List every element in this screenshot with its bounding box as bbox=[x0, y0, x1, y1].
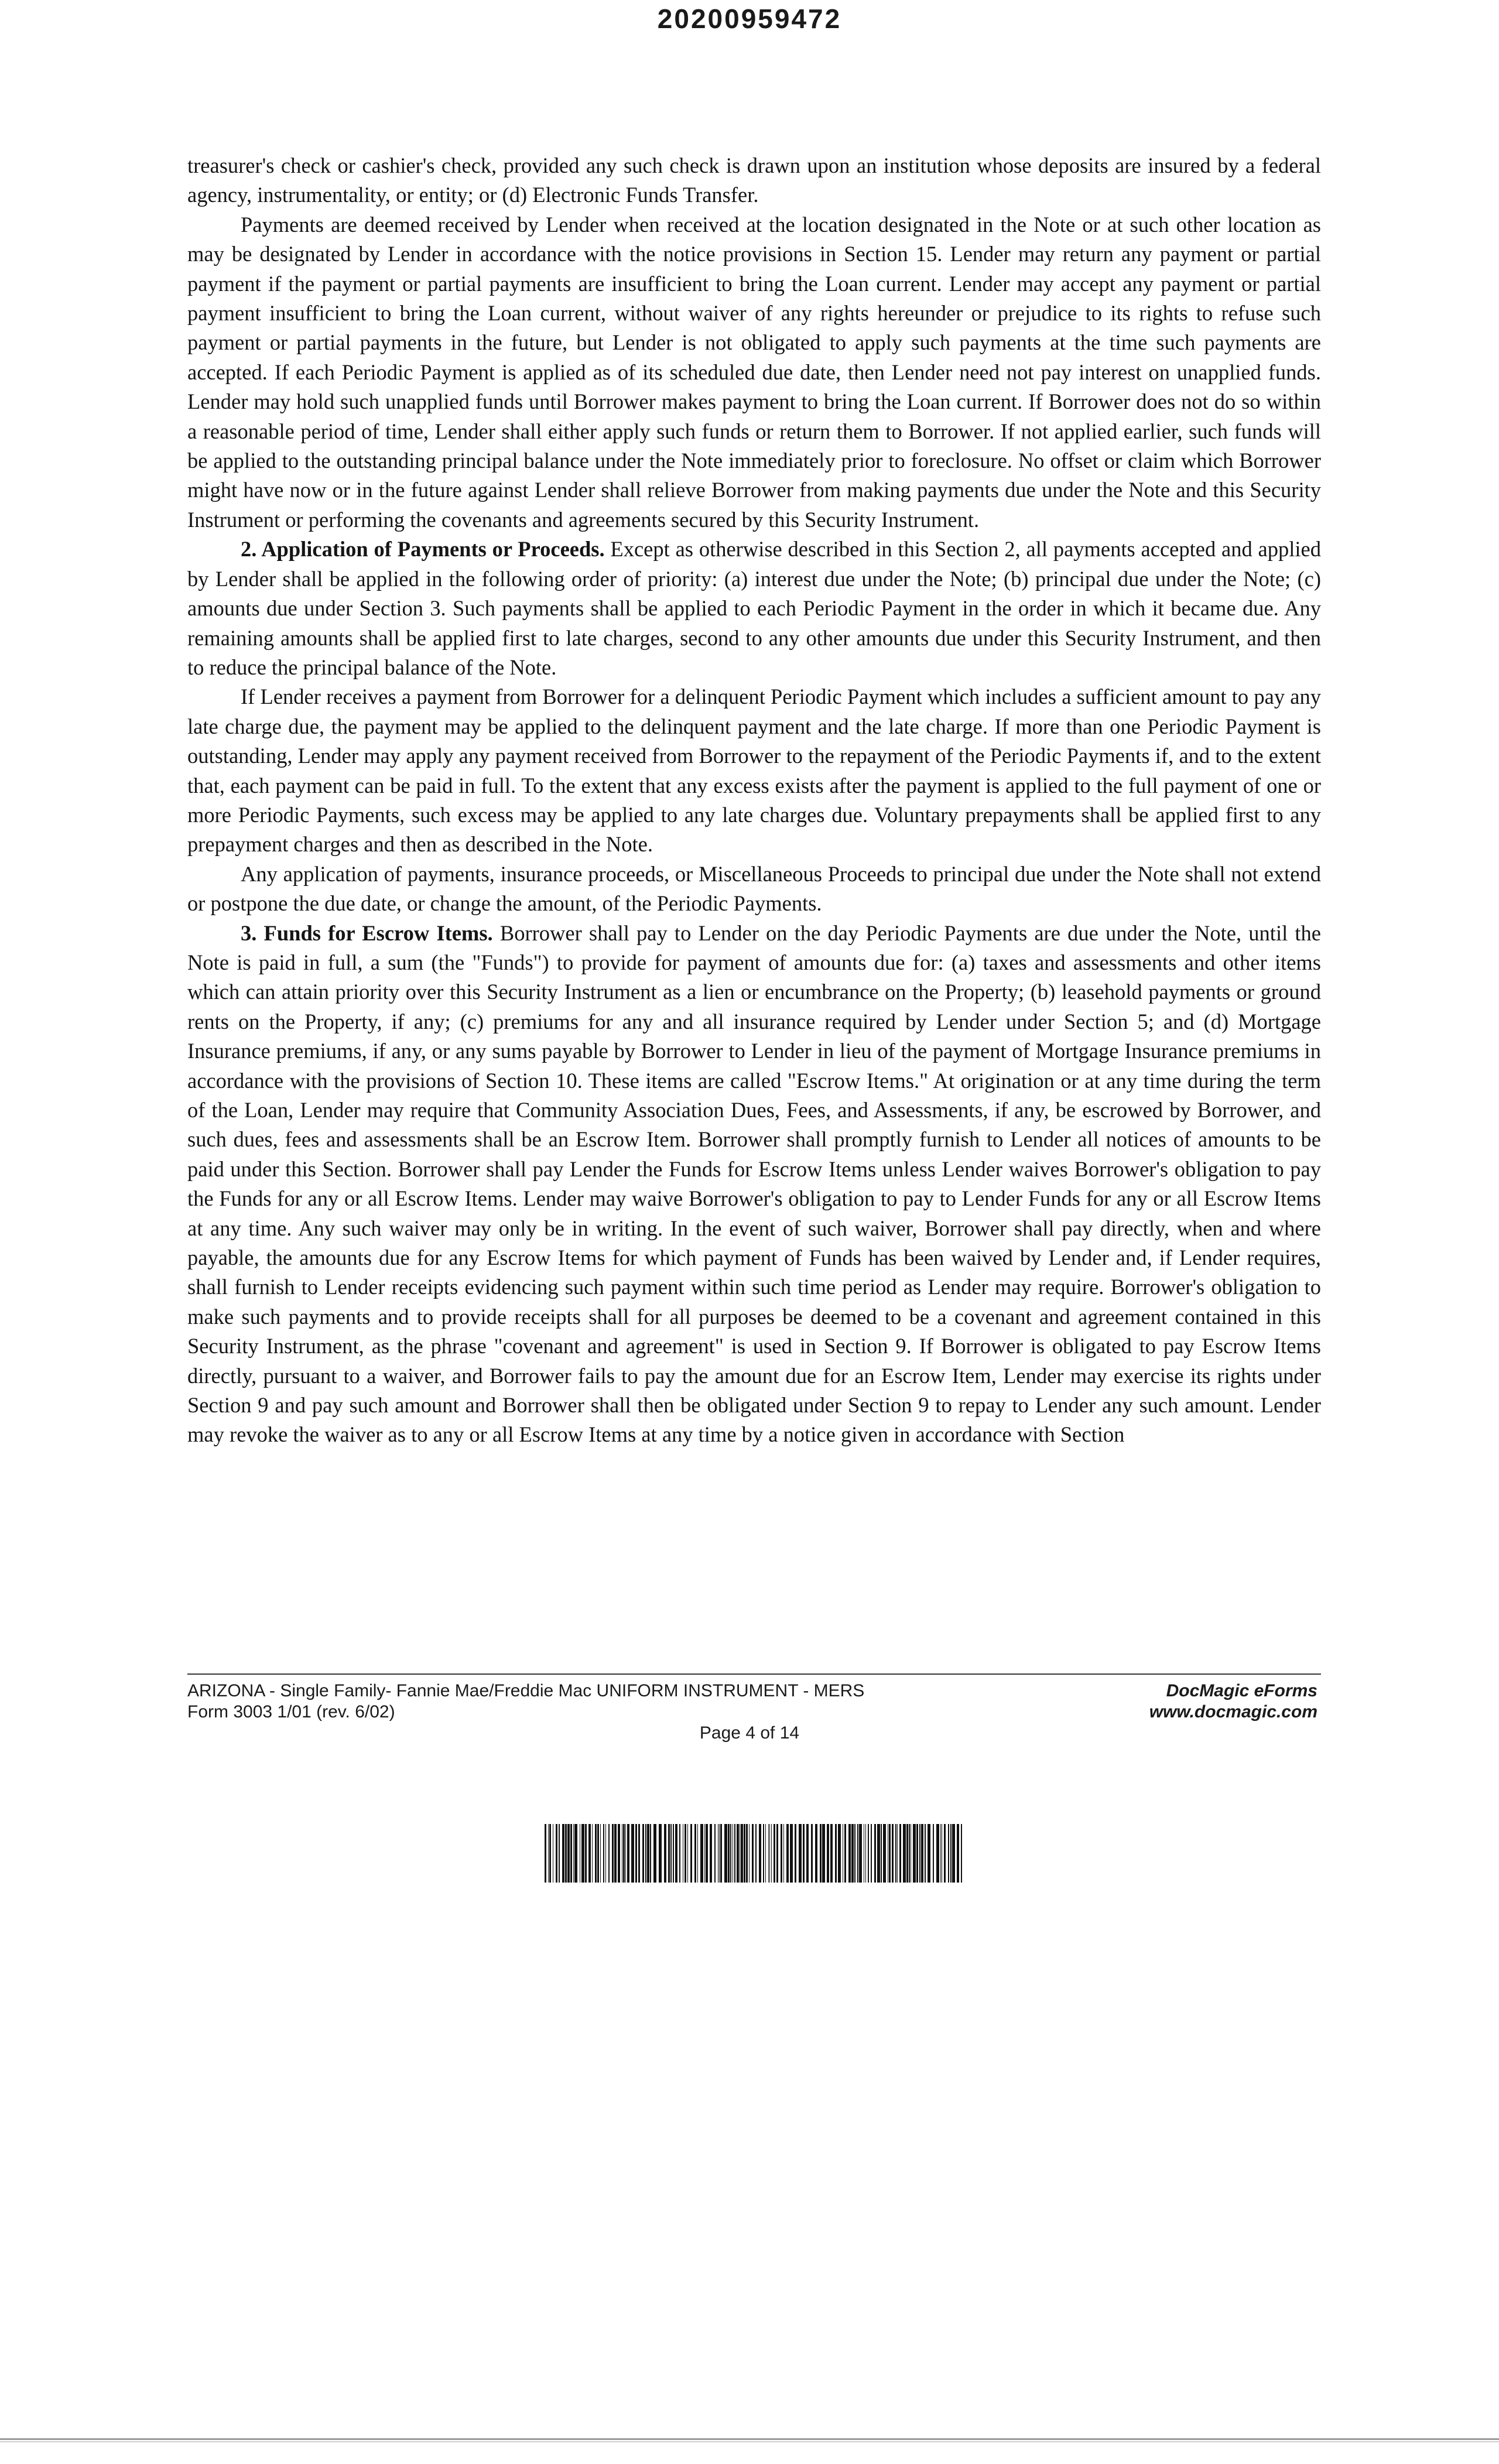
form-identifier bbox=[187, 1681, 1007, 1723]
barcode-icon bbox=[545, 1824, 966, 1883]
paragraph: treasurer's check or cashier's check, provided any such check is drawn upon an institution whose deposits are insured by a federal agency, instrumentality, or entity; or (d) Electronic Funds Transfer. bbox=[187, 153, 1321, 207]
section-2 bbox=[187, 535, 1321, 682]
brand-name: DocMagic eForms bbox=[1166, 1681, 1317, 1700]
section-text: Borrower shall pay to Lender on the day Periodic Payments are due under the Note, until the Note is paid in full, a sum (the "Funds") to provide for payment of amounts due for: (a) taxes and assessments and other items which can attain priority over this Security Instrument as a lien or encumbrance on the Property; (b) leasehold payments or ground rents on the Property, if any; (c) premiums for any and all insurance required by Lender under Section 5; and (d) Mortgage Insurance premiums, if any, or any sums payable by Borrower to Lender in lieu of the payment of Mortgage Insurance premiums in accordance with the provisions of Section 10. These items are called "Escrow Items." At origination or at any time during the term of the Loan, Lender may require that Community Association Dues, Fees, and Assessments, if any, be escrowed by Borrower, and such dues, fees and assessments shall be an Escrow Item. Borrower shall promptly furnish to Lender all notices of amounts to be paid under this Section. Borrower shall pay Lender the Funds for Escrow Items unless Lender waives Borrower's obligation to pay the Funds for any or all Escrow Items. Lender may waive Borrower's obligation to pay to Lender Funds for any or all Escrow Items at any time. Any such waiver may only be in writing. In the event of such waiver, Borrower shall pay directly, when and where payable, the amounts due for any Escrow Items for which payment of Funds has been waived by Lender and, if Lender requires, shall furnish to Lender receipts evidencing such payment within such time period as Lender may require. Borrower's obligation to make such payments and to provide receipts shall for all purposes be deemed to be a covenant and agreement contained in this Security Instrument, as the phrase "covenant and agreement" is used in Section 9. If Borrower is obligated to pay Escrow Items directly, pursuant to a waiver, and Borrower fails to pay the amount due for an Escrow Item, Lender may exercise its rights under Section 9 and pay such amount and Borrower shall then be obligated under Section 9 to repay to Lender any such amount. Lender may revoke the waiver as to any or all Escrow Items at any time by a notice given in accordance with Section bbox=[187, 920, 1322, 1447]
paragraph: Any application of payments, insurance proceeds, or Miscellaneous Proceeds to principal due under the Note shall not extend or postpone the due date, or change the amount, of the Periodic Payments. bbox=[187, 861, 1321, 916]
form-number: Form 3003 1/01 (rev. 6/02) bbox=[187, 1702, 395, 1722]
scan-edge-artifact bbox=[0, 2436, 1499, 2445]
page-number: Page 4 of 14 bbox=[699, 1723, 800, 1743]
form-title: ARIZONA - Single Family- Fannie Mae/Freddie Mac UNIFORM INSTRUMENT - MERS bbox=[187, 1681, 865, 1700]
footer-divider bbox=[187, 1674, 1321, 1675]
section-text: Except as otherwise described in this Section 2, all payments accepted and applied by Lender shall be applied in the following order of priority: (a) interest due under the Note; (b) principal due under the Note; (c) amounts due under Section 3. Such payments shall be applied to each Periodic Payment in the order in which it became due. Any remaining amounts shall be applied first to late charges, second to any other amounts due under this Security Instrument, and then to reduce the principal balance of the Note. bbox=[187, 537, 1321, 679]
recording-number: 20200959472 bbox=[657, 4, 842, 34]
body-text bbox=[187, 151, 1321, 1450]
paragraph: If Lender receives a payment from Borrower for a delinquent Periodic Payment which includes a sufficient amount to pay any late charge due, the payment may be applied to the delinquent payment and the late charge. If more than one Periodic Payment is outstanding, Lender may apply any payment received from Borrower to the repayment of the Periodic Payments if, and to the extent that, each payment can be paid in full. To the extent that any excess exists after the payment is applied to the full payment of one or more Periodic Payments, such excess may be applied to any late charges due. Voluntary prepayments shall be applied first to any prepayment charges and then as described in the Note. bbox=[187, 685, 1321, 857]
paragraph: Payments are deemed received by Lender when received at the location designated in the Note or at such other location as may be designated by Lender in accordance with the notice provisions in Section 15. Lender may return any payment or partial payment if the payment or partial payments are insufficient to bring the Loan current. Lender may accept any payment or partial payment insufficient to bring the Loan current, without waiver of any rights hereunder or prejudice to its rights to refuse such payment or partial payments in the future, but Lender is not obligated to apply such payments at the time such payments are accepted. If each Periodic Payment is applied as of its scheduled due date, then Lender need not pay interest on unapplied funds. Lender may hold such unapplied funds until Borrower makes payment to bring the Loan current. If Borrower does not do so within a reasonable period of time, Lender shall either apply such funds or return them to Borrower. If not applied earlier, such funds will be applied to the outstanding principal balance under the Note immediately prior to foreclosure. No offset or claim which Borrower might have now or in the future against Lender shall relieve Borrower from making payments due under the Note and this Security Instrument or performing the covenants and agreements secured by this Security Instrument. bbox=[187, 212, 1321, 532]
section-heading: 3. Funds for Escrow Items. bbox=[241, 920, 493, 945]
section-3 bbox=[187, 919, 1321, 1450]
section-heading: 2. Application of Payments or Proceeds. bbox=[241, 537, 605, 562]
vendor-website: www.docmagic.com bbox=[1149, 1702, 1317, 1722]
vendor-logo bbox=[966, 1681, 1317, 1723]
